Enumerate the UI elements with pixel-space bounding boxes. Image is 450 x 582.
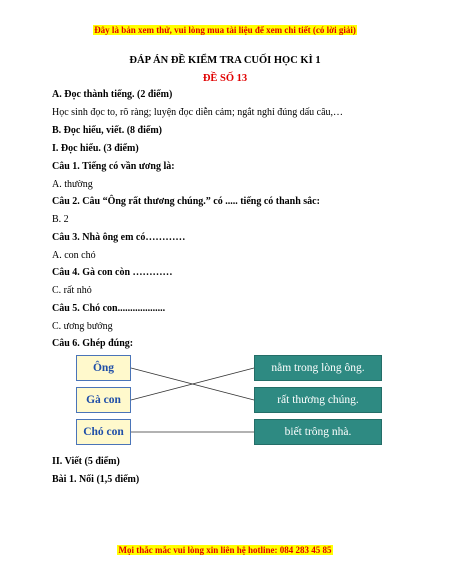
answer-2: B. 2	[52, 214, 69, 225]
match-right-biet-trong-nha: biết trông nhà.	[254, 419, 382, 445]
part-1-heading: I. Đọc hiểu. (3 điểm)	[52, 143, 139, 154]
answer-5: C. ương bướng	[52, 321, 113, 332]
question-5: Câu 5. Chó con...................	[52, 303, 166, 314]
section-a-heading: A. Đọc thành tiếng. (2 điểm)	[52, 89, 173, 100]
part-2-heading: II. Viết (5 điểm)	[52, 456, 120, 467]
hotline-text: Mọi thắc mắc vui lòng xin liên hệ hotline: 084 283 45 85	[118, 545, 332, 555]
preview-notice-text: Đây là bản xem thử, vui lòng mua tài liệu để xem chi tiết (có lời giải)	[94, 25, 356, 35]
exercise-1-heading: Bài 1. Nối (1,5 điểm)	[52, 474, 140, 485]
section-b-heading: B. Đọc hiểu, viết. (8 điểm)	[52, 125, 162, 136]
match-left-ong: Ông	[76, 355, 131, 381]
question-2: Câu 2. Câu “Ông rất thương chúng.” có ..... tiếng có thanh sắc:	[52, 196, 320, 207]
match-left-cho-con: Chó con	[76, 419, 131, 445]
question-4: Câu 4. Gà con còn …………	[52, 267, 173, 278]
answer-1: A. thường	[52, 179, 93, 190]
answer-4: C. rất nhỏ	[52, 285, 92, 296]
answer-3: A. con chó	[52, 250, 96, 261]
match-right-rat-thuong-chung: rất thương chúng.	[254, 387, 382, 413]
section-a-content: Học sinh đọc to, rõ ràng; luyện đọc diễn cảm; ngắt nghỉ đúng dấu câu,…	[52, 107, 344, 118]
match-right-nam-trong-long-ong: nằm trong lòng ông.	[254, 355, 382, 381]
question-3: Câu 3. Nhà ông em có…………	[52, 232, 186, 243]
question-6: Câu 6. Ghép đúng:	[52, 338, 134, 349]
document-title: ĐÁP ÁN ĐỀ KIỂM TRA CUỐI HỌC KÌ 1	[129, 55, 321, 66]
question-1: Câu 1. Tiếng có vần ương là:	[52, 161, 175, 172]
document-subtitle: ĐỀ SỐ 13	[202, 73, 248, 84]
hotline-banner	[0, 545, 450, 555]
match-left-ga-con: Gà con	[76, 387, 131, 413]
